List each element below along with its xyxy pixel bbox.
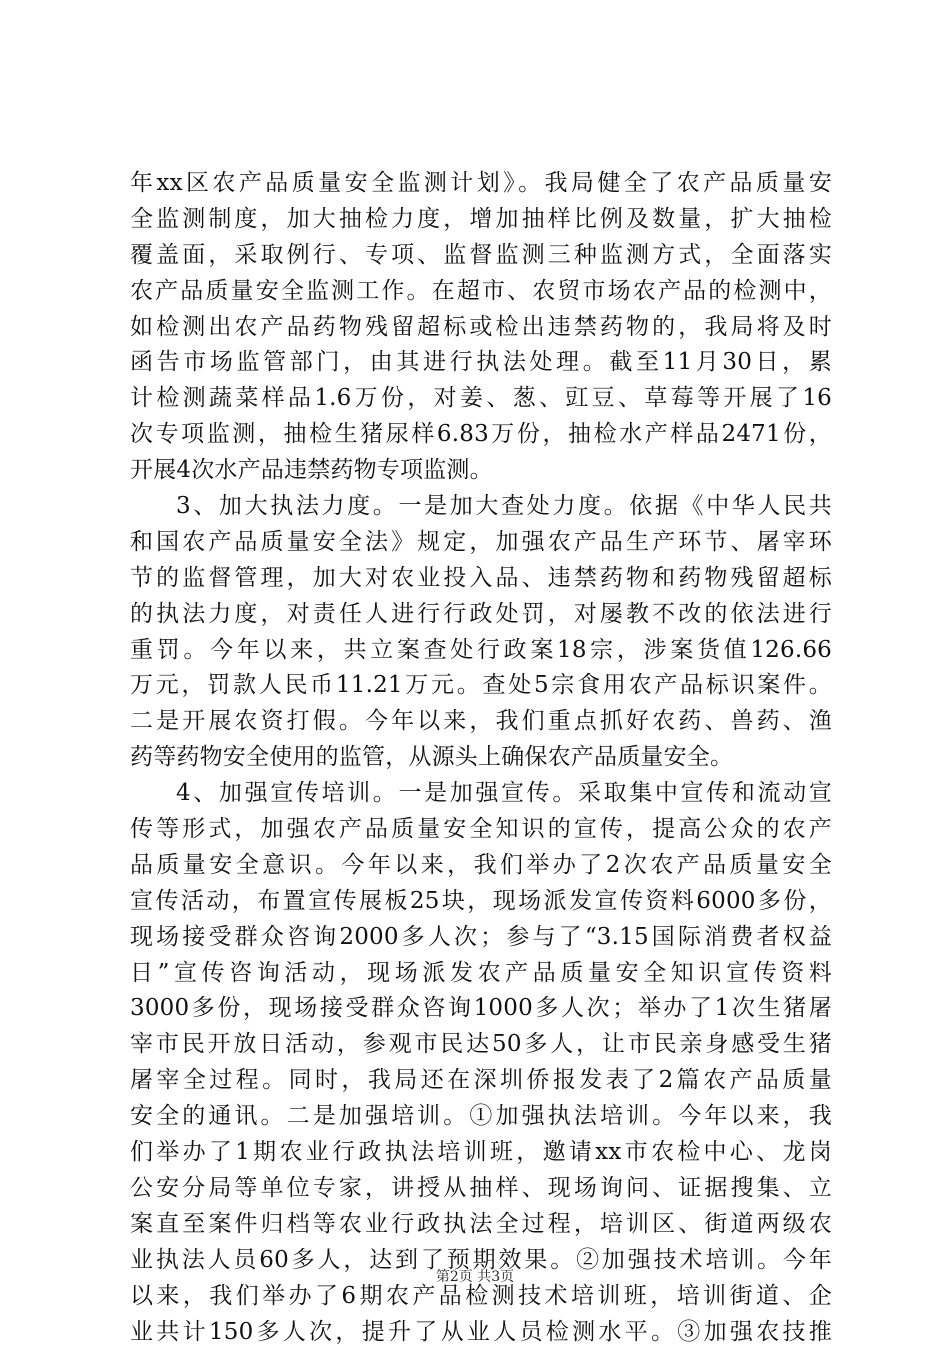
text-line: 年xx区农产品质量安全监测计划》。我局健全了农产品质量安 [130,166,832,202]
text-line: 计检测蔬菜样品1.6万份，对姜、葱、豇豆、草莓等开展了16 [130,381,832,417]
text-line: 的执法力度，对责任人进行行政处罚，对屡教不改的依法进行 [130,597,832,633]
text-line: 重罚。今年以来，共立案查处行政案18宗，涉案货值126.66 [130,633,832,669]
text-line: 药等药物安全使用的监管，从源头上确保农产品质量安全。 [130,740,832,776]
text-line: 二是开展农资打假。今年以来，我们重点抓好农药、兽药、渔 [130,704,832,740]
text-line: 函告市场监管部门，由其进行执法处理。截至11月30日，累 [130,345,832,381]
text-line: 覆盖面，采取例行、专项、监督监测三种监测方式，全面落实 [130,238,832,274]
text-line: 们举办了1期农业行政执法培训班，邀请xx市农检中心、龙岗 [130,1135,832,1171]
section-heading-line: 3、加大执法力度。一是加大查处力度。依据《中华人民共 [130,489,832,525]
document-body [130,166,832,1350]
text-line: 传等形式，加强农产品质量安全知识的宣传，提高公众的农产 [130,812,832,848]
text-line: 现场接受群众咨询2000多人次；参与了“3.15国际消费者权益 [130,920,832,956]
text-line: 节的监督管理，加大对农业投入品、违禁药物和药物残留超标 [130,561,832,597]
text-line: 宰市民开放日活动，参观市民达50多人，让市民亲身感受生猪 [130,1027,832,1063]
text-line: 案直至案件归档等农业行政执法全过程，培训区、街道两级农 [130,1207,832,1243]
text-line: 业共计150多人次，提升了从业人员检测水平。③加强农技推 [130,1315,832,1350]
text-line: 全监测制度，加大抽检力度，增加抽样比例及数量，扩大抽检 [130,202,832,238]
text-line: 公安分局等单位专家，讲授从抽样、现场询问、证据搜集、立 [130,1171,832,1207]
text-line: 如检测出农产品药物残留超标或检出违禁药物的，我局将及时 [130,310,832,346]
text-line: 品质量安全意识。今年以来，我们举办了2次农产品质量安全 [130,848,832,884]
text-line: 3000多份，现场接受群众咨询1000多人次；举办了1次生猪屠 [130,991,832,1027]
text-line: 农产品质量安全监测工作。在超市、农贸市场农产品的检测中， [130,274,832,310]
text-line: 安全的通讯。二是加强培训。①加强执法培训。今年以来，我 [130,1099,832,1135]
text-line: 次专项监测，抽检生猪尿样6.83万份，抽检水产样品2471份， [130,417,832,453]
text-line: 宣传活动，布置宣传展板25块，现场派发宣传资料6000多份， [130,884,832,920]
section-heading-line: 4、加强宣传培训。一是加强宣传。采取集中宣传和流动宣 [130,776,832,812]
page-footer: 第2页 共3页 [0,1266,950,1286]
text-line: 开展4次水产品违禁药物专项监测。 [130,453,832,489]
text-line: 日”宣传咨询活动，现场派发农产品质量安全知识宣传资料 [130,956,832,992]
text-line: 和国农产品质量安全法》规定，加强农产品生产环节、屠宰环 [130,525,832,561]
text-line: 业执法人员60多人，达到了预期效果。②加强技术培训。今年 [130,1243,832,1279]
text-line: 万元，罚款人民币11.21万元。查处5宗食用农产品标识案件。 [130,668,832,704]
text-line: 以来，我们举办了6期农产品检测技术培训班，培训街道、企 [130,1279,832,1315]
text-line: 屠宰全过程。同时，我局还在深圳侨报发表了2篇农产品质量 [130,1063,832,1099]
